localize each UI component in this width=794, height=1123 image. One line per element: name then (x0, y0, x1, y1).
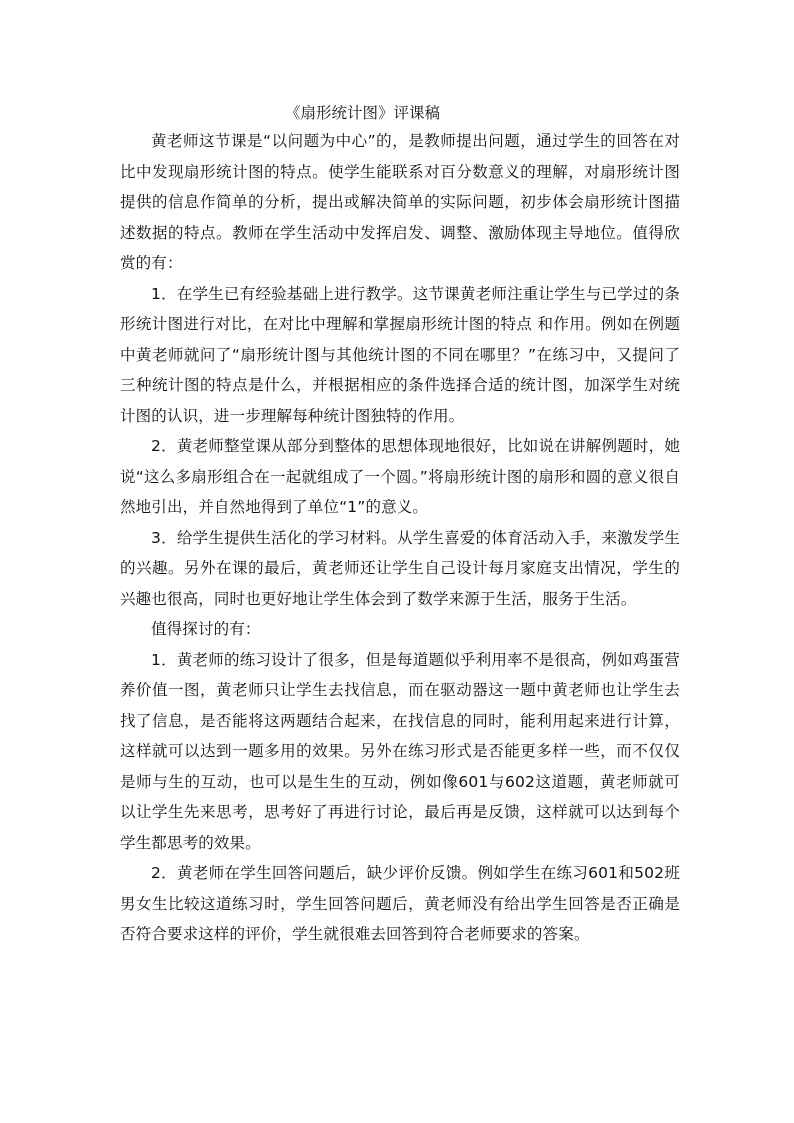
paragraph-strength-2: 2．黄老师整堂课从部分到整体的思想体现地很好，比如说在讲解例题时，她说“这么多扇形组合在一起就组成了一个圆。”将扇形统计图的扇形和圆的意义很自然地引出，并自然地得到了单位“1”的意义。 (120, 437, 680, 516)
paragraph-discussion-2: 2．黄老师在学生回答问题后，缺少评价反馈。例如学生在练习601和502班男女生比较这道练习时，学生回答问题后，黄老师没有给出学生回答是否正确是否符合要求这样的评价，学生就很难去回答到符合老师要求的答案。 (120, 864, 680, 943)
paragraph-strength-1: 1．在学生已有经验基础上进行教学。这节课黄老师注重让学生与已学过的条形统计图进行对比，在对比中理解和掌握扇形统计图的特点 和作用。例如在例题中黄老师就问了“扇形统计图与其他统计图的不同在哪里？”在练习中，又提问了三种统计图的特点是什么，并根据相应的条件选择合适的统计图，加深学生对统计图的认识，进一步理解每种统计图独特的作用。 (120, 284, 680, 425)
paragraph-discussion-heading: 值得探讨的有： (151, 620, 261, 638)
paragraph-strength-3: 3．给学生提供生活化的学习材料。从学生喜爱的体育活动入手，来激发学生的兴趣。另外在课的最后，黄老师还让学生自己设计每月家庭支出情况，学生的兴趣也很高，同时也更好地让学生体会到了数学来源于生活，服务于生活。 (120, 528, 680, 608)
paragraph-discussion-1: 1．黄老师的练习设计了很多，但是每道题似乎利用率不是很高，例如鸡蛋营养价值一图，黄老师只让学生去找信息，而在驱动器这一题中黄老师也让学生去找了信息，是否能将这两题结合起来，在找信息的同时，能利用起来进行计算，这样就可以达到一题多用的效果。另外在练习形式是否能更多样一些，而不仅仅是师与生的互动，也可以是生生的互动，例如像601与602这道题，黄老师就可以让学生先来思考，思考好了再进行讨论，最后再是反馈，这样就可以达到每个学生都思考的效果。 (120, 650, 680, 852)
document-body (120, 126, 680, 950)
paragraph-intro: 黄老师这节课是“以问题为中心”的，是教师提出问题，通过学生的回答在对比中发现扇形统计图的特点。使学生能联系对百分数意义的理解，对扇形统计图提供的信息作简单的分析，提出或解决简单的实际问题，初步体会扇形统计图描述数据的特点。教师在学生活动中发挥启发、调整、激励体现主导地位。值得欣赏的有： (120, 132, 680, 272)
document-title: 《扇形统计图》评课稿 (285, 104, 441, 122)
